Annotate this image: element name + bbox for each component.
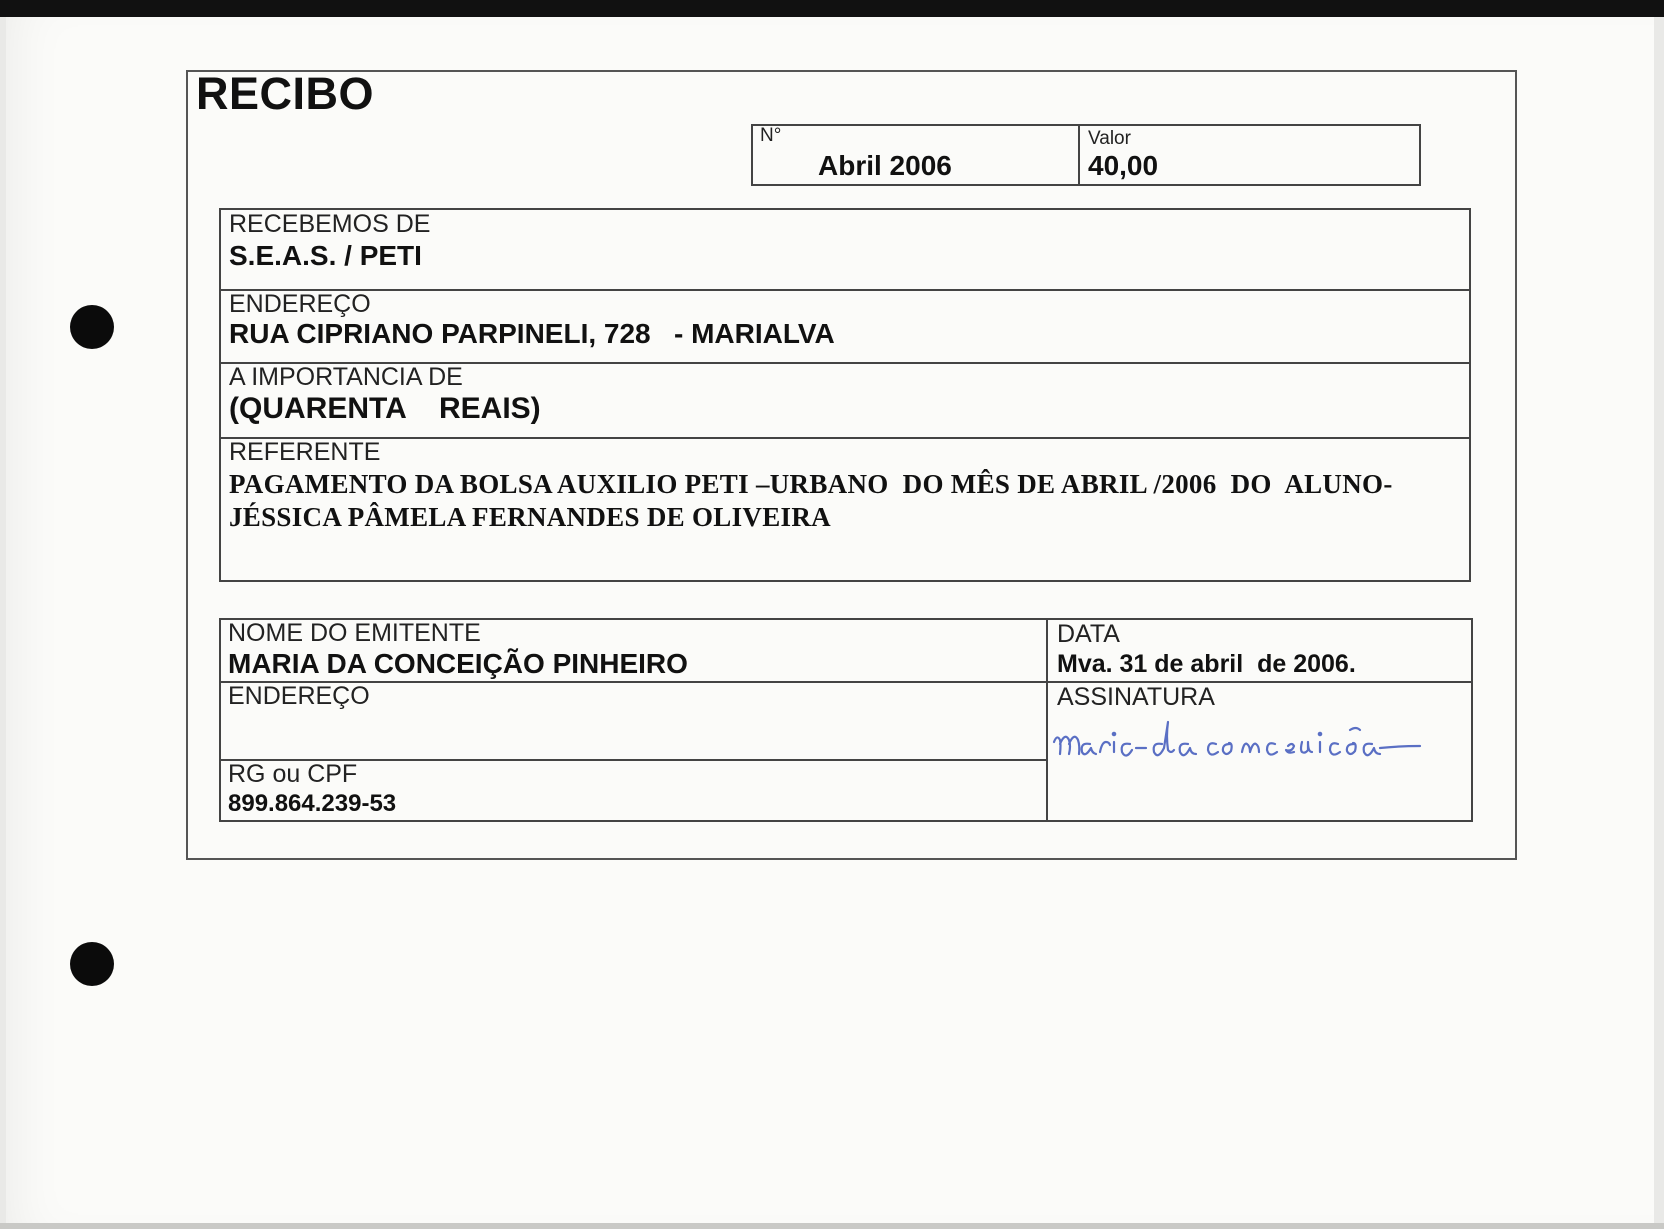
id-value: 899.864.239-53 (228, 790, 397, 817)
issuer-divider-1 (219, 681, 1473, 683)
date-value: Mva. 31 de abril de 2006. (1057, 650, 1356, 678)
scan-bottom-edge (0, 1223, 1664, 1229)
address-label: ENDEREÇO (229, 290, 371, 318)
id-label: RG ou CPF (228, 760, 358, 788)
reference-line-2: JÉSSICA PÂMELA FERNANDES DE OLIVEIRA (229, 502, 831, 532)
issuer-address-label: ENDEREÇO (228, 682, 370, 710)
number-value: Abril 2006 (818, 150, 952, 181)
reference-label: REFERENTE (229, 438, 381, 466)
value-label: Valor (1088, 128, 1131, 149)
issuer-name-value: MARIA DA CONCEIÇÃO PINHEIRO (228, 648, 688, 679)
number-label: N° (760, 125, 782, 146)
issuer-column-divider (1046, 618, 1048, 822)
divider-3 (219, 437, 1471, 439)
binder-hole-bottom (70, 942, 114, 986)
signature-label: ASSINATURA (1057, 683, 1215, 711)
receipt-title: RECIBO (196, 68, 375, 119)
value-amount: 40,00 (1088, 150, 1159, 181)
amount-label: A IMPORTANCIA DE (229, 363, 463, 391)
number-value-divider (1078, 124, 1080, 186)
divider-1 (219, 289, 1471, 291)
address-value: RUA CIPRIANO PARPINELI, 728 - MARIALVA (229, 318, 835, 349)
reference-line-1: PAGAMENTO DA BOLSA AUXILIO PETI –URBANO DO MÊS DE ABRIL /2006 DO ALUNO- (229, 469, 1393, 499)
received-from-value: S.E.A.S. / PETI (229, 240, 422, 271)
amount-value: (QUARENTA REAIS) (229, 392, 541, 425)
date-label: DATA (1057, 620, 1120, 648)
received-from-label: RECEBEMOS DE (229, 210, 431, 238)
scan-top-edge (0, 0, 1664, 17)
handwritten-signature (1050, 712, 1490, 772)
issuer-name-label: NOME DO EMITENTE (228, 619, 481, 647)
binder-hole-top (70, 305, 114, 349)
